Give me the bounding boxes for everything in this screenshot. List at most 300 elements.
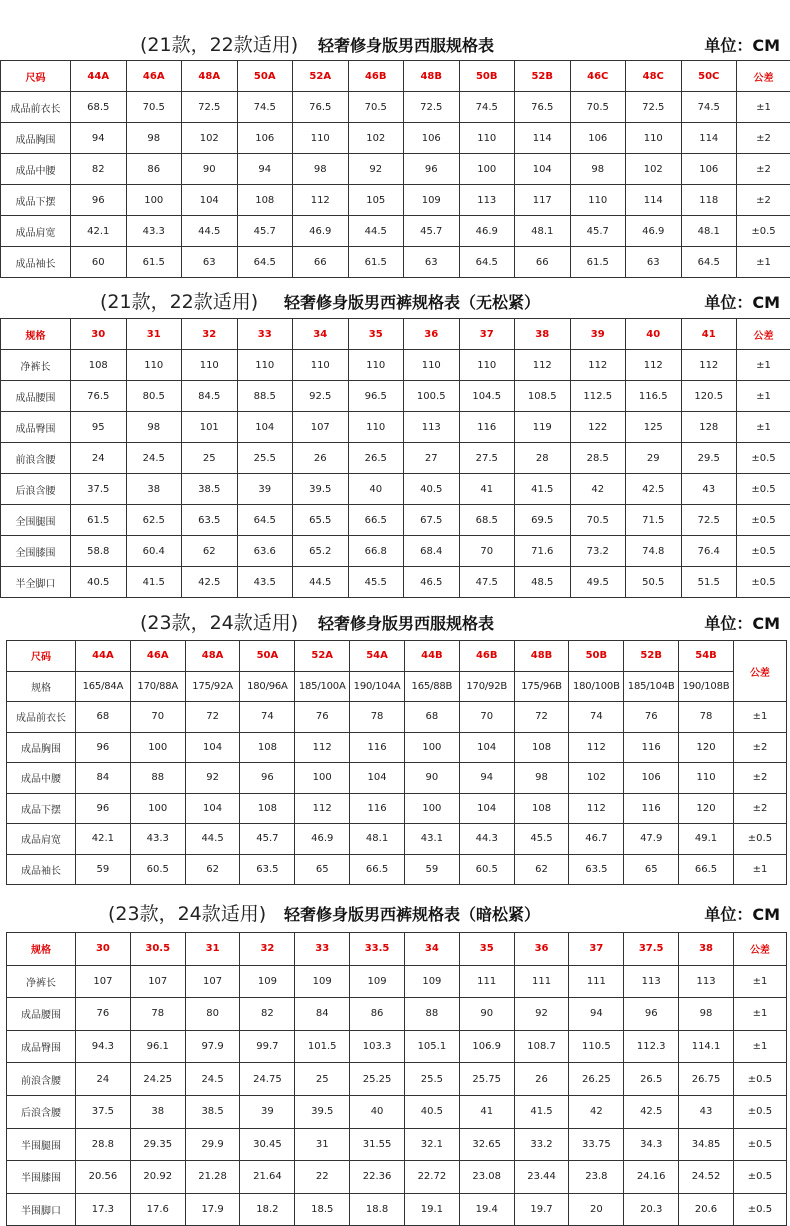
table-row: [7, 1063, 787, 1096]
table-cell: 94: [569, 998, 624, 1031]
table-cell: 109: [404, 965, 459, 998]
table-cell: 45.7: [570, 216, 626, 247]
tolerance-cell: ±2: [733, 763, 786, 794]
table-cell: 63: [404, 247, 460, 278]
table-cell: 48.5: [515, 567, 571, 598]
table-cell: 118: [681, 185, 737, 216]
table-cell: 114.1: [679, 1030, 734, 1063]
tolerance-cell: ±1: [733, 998, 786, 1031]
row-label: 成品前衣长: [7, 702, 76, 733]
table-row: [1, 247, 790, 278]
sizes-cell: 175/92A: [185, 671, 240, 702]
sizes-row: [7, 671, 787, 702]
table-cell: 60: [71, 247, 127, 278]
table-cell: 66.5: [350, 854, 405, 885]
section-1-title-prefix: (21款，22款适用): [140, 30, 298, 57]
table-cell: 41: [459, 474, 515, 505]
table-cell: 66.5: [679, 854, 734, 885]
header-cell-size: 46C: [570, 61, 626, 92]
header-cell-size: 30.5: [130, 933, 185, 966]
table-cell: 100: [404, 793, 459, 824]
table-cell: 46.9: [293, 216, 349, 247]
table-row: [1, 443, 790, 474]
table-cell: 66: [293, 247, 349, 278]
table-cell: 72.5: [404, 92, 460, 123]
table-cell: 24.25: [130, 1063, 185, 1096]
table-cell: 64.5: [459, 247, 515, 278]
sizes-cell: 190/108B: [679, 671, 734, 702]
header-cell-size: 40: [626, 319, 682, 350]
table-cell: 112: [626, 350, 682, 381]
table-cell: 98: [514, 763, 569, 794]
table-cell: 40: [350, 1095, 405, 1128]
table-cell: 47.9: [624, 824, 679, 855]
table-row: [7, 998, 787, 1031]
table-cell: 73.2: [570, 536, 626, 567]
table-cell: 110: [293, 350, 349, 381]
table-cell: 70: [130, 702, 185, 733]
table-cell: 60.5: [130, 854, 185, 885]
table-row: [1, 505, 790, 536]
table-cell: 68.5: [459, 505, 515, 536]
section-1-title-bar: [0, 22, 790, 62]
header-cell-size: 35: [459, 933, 514, 966]
tolerance-cell: ±2: [733, 732, 786, 763]
table-cell: 72: [514, 702, 569, 733]
table-cell: 106: [237, 123, 293, 154]
header-cell-size: 36: [514, 933, 569, 966]
table-cell: 20.3: [624, 1193, 679, 1226]
row-label: 成品前衣长: [1, 92, 71, 123]
sizes-cell: 175/96B: [514, 671, 569, 702]
table-cell: 74: [240, 702, 295, 733]
header-cell-size: 52A: [295, 641, 350, 672]
table-cell: 84: [295, 998, 350, 1031]
table-cell: 28.5: [570, 443, 626, 474]
table-cell: 25.5: [237, 443, 293, 474]
table-cell: 74.5: [681, 92, 737, 123]
table-cell: 116: [459, 412, 515, 443]
table-cell: 65.2: [293, 536, 349, 567]
tolerance-cell: ±1: [733, 1030, 786, 1063]
table-cell: 48.1: [350, 824, 405, 855]
table-cell: 28.8: [76, 1128, 131, 1161]
table-cell: 109: [404, 185, 460, 216]
table-cell: 94: [71, 123, 127, 154]
row-label: 半围膝围: [7, 1161, 76, 1194]
tolerance-cell: ±1: [737, 350, 790, 381]
table-cell: 94: [459, 763, 514, 794]
table-cell: 62: [185, 854, 240, 885]
header-cell-size: 48B: [514, 641, 569, 672]
table-cell: 44.3: [459, 824, 514, 855]
table-cell: 29.9: [185, 1128, 240, 1161]
row-label: 后浪含腰: [1, 474, 71, 505]
table-cell: 29: [626, 443, 682, 474]
table-cell: 70.5: [126, 92, 182, 123]
table-cell: 42.5: [182, 567, 238, 598]
table-cell: 102: [626, 154, 682, 185]
table-cell: 70: [459, 702, 514, 733]
table-cell: 46.9: [626, 216, 682, 247]
header-cell-size: 48A: [185, 641, 240, 672]
section-4-table: [6, 932, 787, 1226]
table-cell: 108: [240, 732, 295, 763]
table-cell: 22: [295, 1161, 350, 1194]
table-cell: 74.8: [626, 536, 682, 567]
table-cell: 80: [185, 998, 240, 1031]
sizes-cell: 185/104B: [624, 671, 679, 702]
table-cell: 71.6: [515, 536, 571, 567]
table-cell: 45.7: [237, 216, 293, 247]
header-cell-size: 46B: [348, 61, 404, 92]
header-cell-label: 尺码: [1, 61, 71, 92]
table-cell: 18.8: [350, 1193, 405, 1226]
header-cell-size: 52B: [624, 641, 679, 672]
header-cell-size: 46B: [459, 641, 514, 672]
table-row: [1, 536, 790, 567]
sizes-cell: 190/104A: [350, 671, 405, 702]
table-cell: 49.1: [679, 824, 734, 855]
table-cell: 41.5: [515, 474, 571, 505]
table-cell: 19.1: [404, 1193, 459, 1226]
table-cell: 40.5: [404, 474, 460, 505]
table-row: [1, 350, 790, 381]
header-cell-tolerance: 公差: [737, 61, 790, 92]
section-3-unit: 单位：CM: [704, 611, 780, 634]
table-cell: 45.5: [348, 567, 404, 598]
table-cell: 122: [570, 412, 626, 443]
table-cell: 104: [185, 793, 240, 824]
table-cell: 33.75: [569, 1128, 624, 1161]
table-cell: 86: [126, 154, 182, 185]
header-cell-size: 37: [459, 319, 515, 350]
table-cell: 26.5: [348, 443, 404, 474]
table-cell: 104: [237, 412, 293, 443]
tolerance-cell: ±0.5: [733, 1161, 786, 1194]
header-row: [7, 641, 787, 672]
table-cell: 70.5: [348, 92, 404, 123]
header-cell-label: 规格: [7, 933, 76, 966]
header-cell-size: 31: [185, 933, 240, 966]
table-cell: 92: [348, 154, 404, 185]
table-cell: 96: [240, 763, 295, 794]
row-label: 成品下摆: [1, 185, 71, 216]
table-cell: 109: [350, 965, 405, 998]
header-cell-size: 34: [404, 933, 459, 966]
table-cell: 119: [515, 412, 571, 443]
table-cell: 18.2: [240, 1193, 295, 1226]
table-cell: 66.5: [348, 505, 404, 536]
table-cell: 24.52: [679, 1161, 734, 1194]
section-4-title-prefix: (23款，24款适用): [108, 899, 266, 926]
header-cell-size: 44A: [76, 641, 131, 672]
table-cell: 72.5: [681, 505, 737, 536]
table-cell: 100: [130, 793, 185, 824]
tolerance-cell: ±0.5: [737, 216, 790, 247]
table-cell: 40.5: [404, 1095, 459, 1128]
table-row: [7, 1161, 787, 1194]
table-cell: 44.5: [293, 567, 349, 598]
header-cell-size: 38: [515, 319, 571, 350]
table-cell: 116: [350, 793, 405, 824]
section-3-title: 轻奢修身版男西服规格表: [318, 611, 494, 634]
table-cell: 65.5: [293, 505, 349, 536]
table-cell: 113: [404, 412, 460, 443]
table-cell: 20.6: [679, 1193, 734, 1226]
header-cell-size: 52B: [515, 61, 571, 92]
table-cell: 70.5: [570, 92, 626, 123]
tolerance-cell: ±1: [737, 381, 790, 412]
table-cell: 63.5: [569, 854, 624, 885]
table-cell: 100: [404, 732, 459, 763]
section-3-table: [6, 640, 787, 885]
row-label: 成品臀围: [7, 1030, 76, 1063]
table-cell: 112.5: [570, 381, 626, 412]
row-label: 全围腿围: [1, 505, 71, 536]
table-cell: 66.8: [348, 536, 404, 567]
row-label: 成品中腰: [1, 154, 71, 185]
table-cell: 72: [185, 702, 240, 733]
table-cell: 116: [350, 732, 405, 763]
row-label: 成品肩宽: [7, 824, 76, 855]
table-cell: 110: [237, 350, 293, 381]
table-cell: 110: [348, 412, 404, 443]
table-cell: 69.5: [515, 505, 571, 536]
table-cell: 92.5: [293, 381, 349, 412]
table-cell: 104: [182, 185, 238, 216]
table-cell: 90: [182, 154, 238, 185]
table-cell: 41: [459, 1095, 514, 1128]
table-cell: 108: [71, 350, 127, 381]
table-cell: 63: [182, 247, 238, 278]
table-cell: 114: [515, 123, 571, 154]
header-cell-size: 32: [240, 933, 295, 966]
header-cell-size: 32: [182, 319, 238, 350]
table-cell: 43.5: [237, 567, 293, 598]
table-cell: 82: [240, 998, 295, 1031]
row-label: 净裤长: [1, 350, 71, 381]
table-cell: 100: [295, 763, 350, 794]
table-cell: 43.3: [126, 216, 182, 247]
table-cell: 110: [182, 350, 238, 381]
table-cell: 22.36: [350, 1161, 405, 1194]
tolerance-cell: ±2: [733, 793, 786, 824]
table-cell: 102: [569, 763, 624, 794]
table-cell: 112: [295, 732, 350, 763]
table-cell: 42.1: [71, 216, 127, 247]
header-cell-size: 31: [126, 319, 182, 350]
table-cell: 61.5: [126, 247, 182, 278]
table-cell: 31.55: [350, 1128, 405, 1161]
header-cell-size: 54B: [679, 641, 734, 672]
table-row: [1, 381, 790, 412]
table-cell: 68: [76, 702, 131, 733]
table-cell: 26.75: [679, 1063, 734, 1096]
table-cell: 71.5: [626, 505, 682, 536]
table-row: [7, 793, 787, 824]
table-cell: 45.7: [240, 824, 295, 855]
header-cell-size: 36: [404, 319, 460, 350]
table-cell: 98: [679, 998, 734, 1031]
table-cell: 19.7: [514, 1193, 569, 1226]
table-cell: 42.5: [626, 474, 682, 505]
table-cell: 96.5: [348, 381, 404, 412]
tolerance-cell: ±1: [737, 92, 790, 123]
table-cell: 113: [679, 965, 734, 998]
table-cell: 39: [240, 1095, 295, 1128]
header-cell-size: 44B: [404, 641, 459, 672]
table-cell: 76: [76, 998, 131, 1031]
table-cell: 39: [237, 474, 293, 505]
table-cell: 98: [570, 154, 626, 185]
table-cell: 72.5: [182, 92, 238, 123]
table-cell: 70: [459, 536, 515, 567]
table-cell: 49.5: [570, 567, 626, 598]
table-cell: 95: [71, 412, 127, 443]
table-cell: 103.3: [350, 1030, 405, 1063]
table-cell: 106: [404, 123, 460, 154]
table-cell: 63.6: [237, 536, 293, 567]
row-label: 成品肩宽: [1, 216, 71, 247]
table-cell: 108: [237, 185, 293, 216]
table-cell: 20: [569, 1193, 624, 1226]
table-cell: 26: [293, 443, 349, 474]
table-cell: 101: [182, 412, 238, 443]
table-cell: 108: [240, 793, 295, 824]
table-cell: 25: [182, 443, 238, 474]
table-cell: 113: [459, 185, 515, 216]
table-row: [1, 185, 790, 216]
table-cell: 109: [240, 965, 295, 998]
header-cell-tolerance: 公差: [733, 641, 786, 702]
table-cell: 109: [295, 965, 350, 998]
header-cell-size: 33: [237, 319, 293, 350]
header-cell-size: 50B: [459, 61, 515, 92]
tolerance-cell: ±0.5: [737, 567, 790, 598]
table-cell: 41.5: [514, 1095, 569, 1128]
table-cell: 110: [626, 123, 682, 154]
table-cell: 26: [514, 1063, 569, 1096]
table-cell: 114: [681, 123, 737, 154]
table-cell: 20.56: [76, 1161, 131, 1194]
sizes-row-label: 规格: [7, 671, 76, 702]
table-cell: 50.5: [626, 567, 682, 598]
table-cell: 44.5: [185, 824, 240, 855]
table-cell: 78: [679, 702, 734, 733]
table-cell: 88.5: [237, 381, 293, 412]
table-row: [7, 732, 787, 763]
table-cell: 76: [295, 702, 350, 733]
table-cell: 44.5: [182, 216, 238, 247]
table-row: [1, 123, 790, 154]
header-row: [1, 61, 790, 92]
table-cell: 112.3: [624, 1030, 679, 1063]
row-label: 成品袖长: [1, 247, 71, 278]
table-cell: 110: [293, 123, 349, 154]
row-label: 半全脚口: [1, 567, 71, 598]
table-cell: 78: [130, 998, 185, 1031]
table-cell: 17.9: [185, 1193, 240, 1226]
table-cell: 34.85: [679, 1128, 734, 1161]
table-cell: 17.3: [76, 1193, 131, 1226]
table-cell: 70.5: [570, 505, 626, 536]
table-cell: 68.5: [71, 92, 127, 123]
table-cell: 66: [515, 247, 571, 278]
table-cell: 51.5: [681, 567, 737, 598]
table-cell: 98: [126, 123, 182, 154]
table-row: [1, 216, 790, 247]
table-cell: 84: [76, 763, 131, 794]
tolerance-cell: ±0.5: [737, 536, 790, 567]
table-cell: 43: [681, 474, 737, 505]
header-cell-size: 37.5: [624, 933, 679, 966]
header-cell-size: 48C: [626, 61, 682, 92]
table-row: [7, 1030, 787, 1063]
table-cell: 38.5: [182, 474, 238, 505]
header-cell-size: 50A: [240, 641, 295, 672]
table-cell: 104: [459, 793, 514, 824]
header-cell-size: 39: [570, 319, 626, 350]
section-2-table: [0, 318, 790, 598]
table-cell: 108.7: [514, 1030, 569, 1063]
table-cell: 76.5: [293, 92, 349, 123]
section-4-title-bar: [0, 892, 790, 932]
table-cell: 37.5: [76, 1095, 131, 1128]
table-cell: 76.4: [681, 536, 737, 567]
table-cell: 116.5: [626, 381, 682, 412]
table-row: [7, 702, 787, 733]
table-cell: 61.5: [570, 247, 626, 278]
table-cell: 107: [76, 965, 131, 998]
table-cell: 43: [679, 1095, 734, 1128]
table-cell: 112: [570, 350, 626, 381]
header-row: [7, 933, 787, 966]
section-1-title: 轻奢修身版男西服规格表: [318, 33, 494, 56]
table-cell: 92: [514, 998, 569, 1031]
row-label: 半围脚口: [7, 1193, 76, 1226]
header-cell-size: 33.5: [350, 933, 405, 966]
header-cell-size: 30: [71, 319, 127, 350]
table-cell: 23.8: [569, 1161, 624, 1194]
table-row: [7, 854, 787, 885]
section-1-unit: 单位：CM: [704, 33, 780, 56]
table-cell: 26.5: [624, 1063, 679, 1096]
header-cell-size: 46A: [126, 61, 182, 92]
table-cell: 90: [459, 998, 514, 1031]
table-cell: 25.5: [404, 1063, 459, 1096]
table-cell: 76.5: [71, 381, 127, 412]
table-cell: 59: [404, 854, 459, 885]
table-cell: 112: [515, 350, 571, 381]
header-cell-size: 41: [681, 319, 737, 350]
table-cell: 42: [569, 1095, 624, 1128]
table-cell: 78: [350, 702, 405, 733]
table-cell: 43.1: [404, 824, 459, 855]
header-cell-size: 44A: [71, 61, 127, 92]
header-cell-size: 54A: [350, 641, 405, 672]
table-cell: 37.5: [71, 474, 127, 505]
section-2-title-prefix: (21款，22款适用): [100, 287, 258, 314]
table-cell: 108.5: [515, 381, 571, 412]
table-cell: 84.5: [182, 381, 238, 412]
table-cell: 60.4: [126, 536, 182, 567]
table-cell: 104: [185, 732, 240, 763]
row-label: 成品袖长: [7, 854, 76, 885]
table-cell: 32.65: [459, 1128, 514, 1161]
table-cell: 41.5: [126, 567, 182, 598]
table-cell: 90: [404, 763, 459, 794]
